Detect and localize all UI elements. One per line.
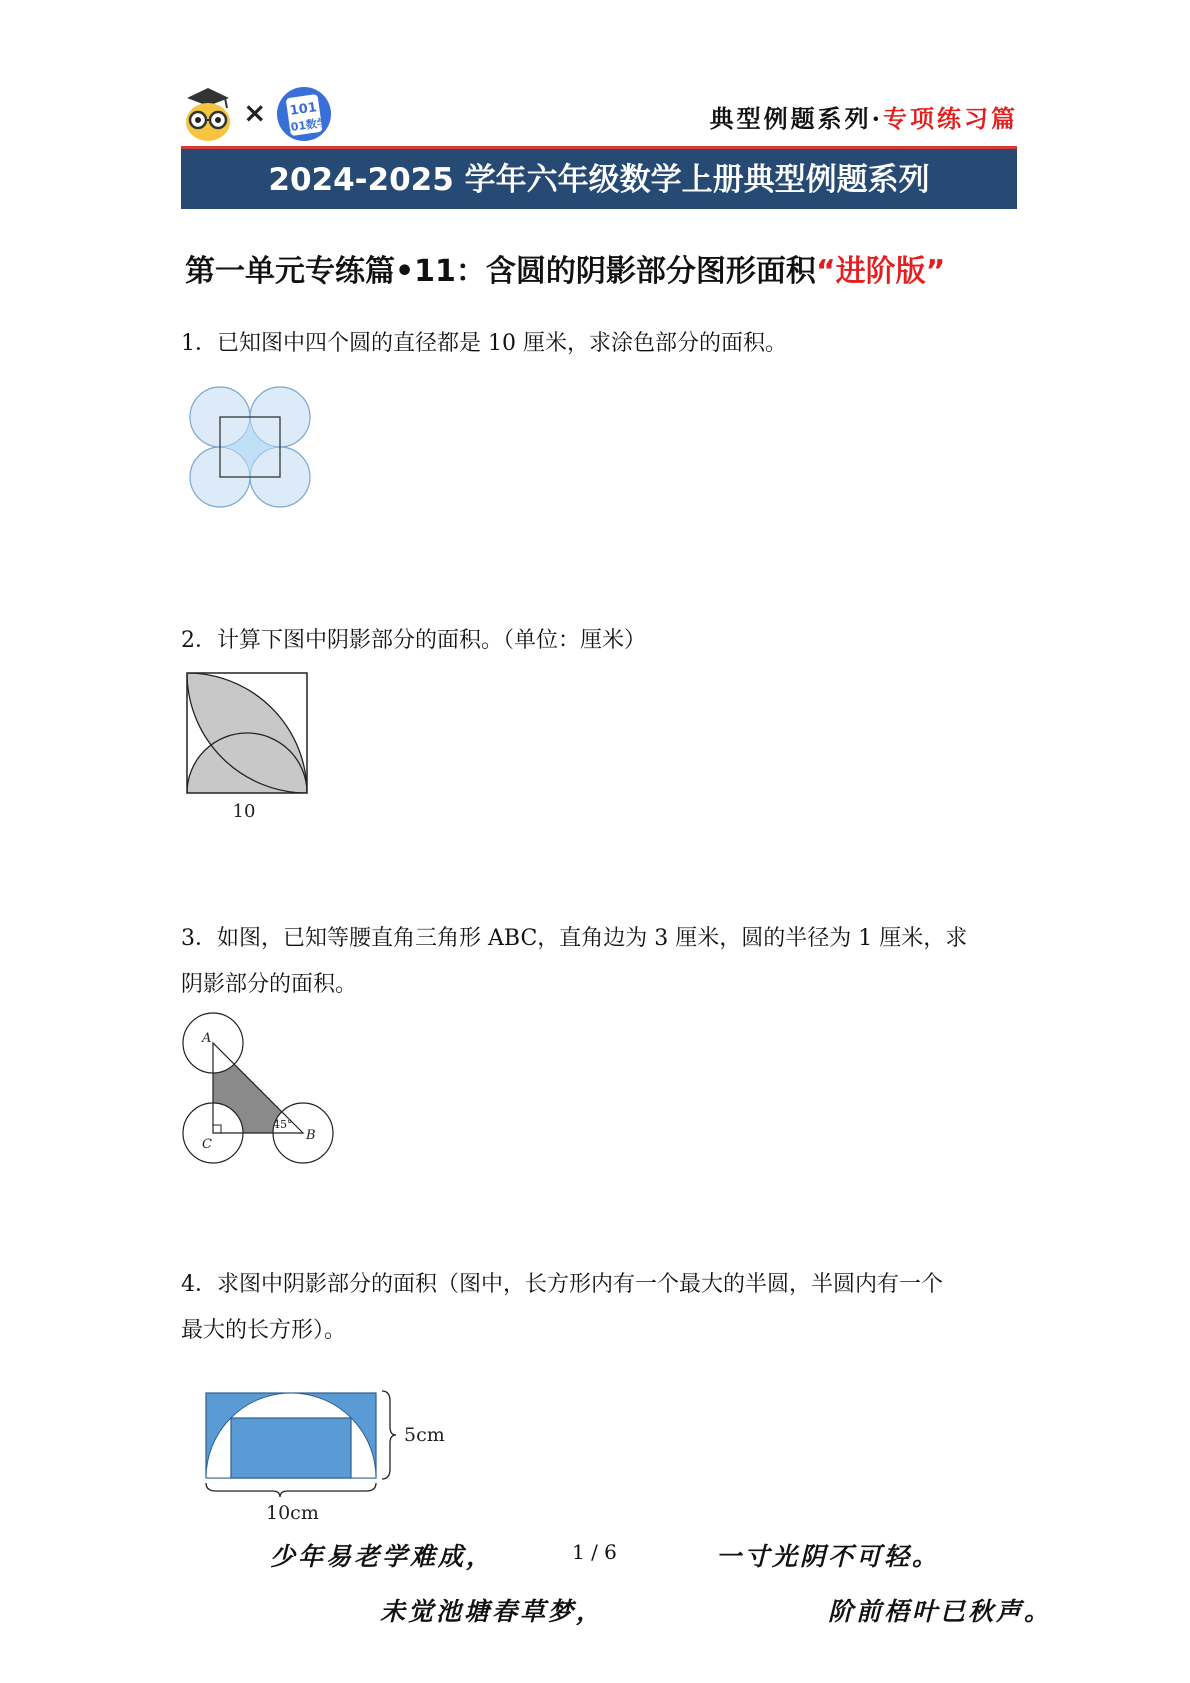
series-left: 典型例题系列· (709, 104, 883, 133)
svg-text:45°: 45° (273, 1118, 293, 1131)
question-3-line-1: 3．如图，已知等腰直角三角形 ABC，直角边为 3 厘米，圆的半径为 1 厘米，求 (181, 926, 968, 951)
svg-text:5cm: 5cm (404, 1424, 445, 1446)
footer-verse-2-left: 未觉池塘春草梦， (380, 1597, 605, 1626)
times-symbol: × (243, 96, 267, 129)
footer-verse-2-right: 阶前梧叶已秋声。 (828, 1597, 1053, 1626)
owl-logo-icon (183, 86, 233, 142)
unit-title-tag: “进阶版” (815, 254, 946, 289)
question-3-text (181, 916, 1021, 1008)
svg-text:10cm: 10cm (266, 1502, 319, 1524)
question-1-text: 1．已知图中四个圆的直径都是 10 厘米，求涂色部分的面积。 (181, 331, 787, 356)
svg-text:10: 10 (232, 801, 256, 821)
footer-verse-1-left: 少年易老学难成， (270, 1542, 495, 1571)
series-right: 专项练习篇 (883, 104, 1018, 133)
series-label (710, 99, 1018, 134)
question-4-text (181, 1262, 1021, 1354)
svg-text:101数学: 101数学 (282, 115, 329, 135)
question-4-line-1: 4．求图中阴影部分的面积（图中，长方形内有一个最大的半圆，半圆内有一个 (181, 1272, 943, 1297)
question-3-figure (178, 1008, 338, 1172)
question-1-figure (185, 382, 315, 516)
question-4-line-2: 最大的长方形）。 (181, 1318, 347, 1343)
svg-text:A: A (202, 1031, 212, 1046)
title-banner: 2024-2025 学年六年级数学上册典型例题系列 (181, 146, 1017, 209)
svg-text:101: 101 (288, 100, 318, 119)
footer-verse-1-right: 一寸光阴不可轻。 (716, 1542, 941, 1571)
question-2-figure (185, 671, 311, 825)
svg-text:B: B (306, 1128, 316, 1143)
question-2-text: 2．计算下图中阴影部分的面积。（单位：厘米） (181, 628, 646, 653)
page-number: 1 / 6 (572, 1540, 617, 1564)
question-4-figure (198, 1385, 458, 1529)
101-math-logo-icon (276, 84, 332, 144)
question-3-line-2: 阴影部分的面积。 (181, 972, 358, 997)
svg-text:C: C (202, 1137, 212, 1152)
unit-title-text: 第一单元专练篇•11：含圆的阴影部分图形面积 (185, 254, 816, 289)
unit-title (185, 246, 945, 290)
